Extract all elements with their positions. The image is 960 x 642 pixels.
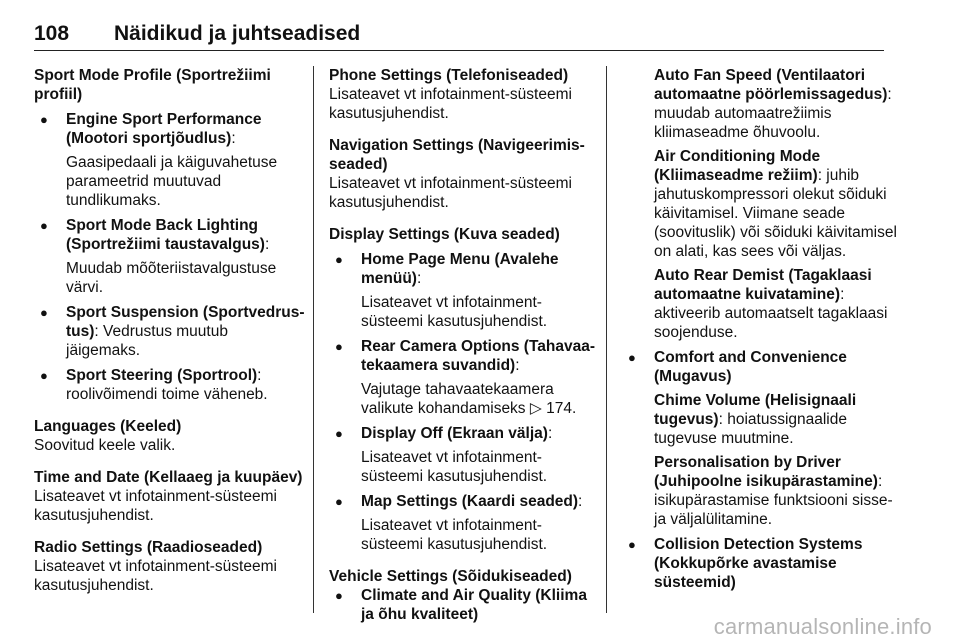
page-number: 108: [34, 22, 70, 45]
item-description: : Vedrustus muutub jäigemaks.: [66, 323, 228, 359]
list-item: [329, 586, 601, 624]
item-separator: :: [515, 357, 520, 374]
section-heading: Navigation Settings (Navigeerimis-seaded): [329, 137, 585, 173]
item-separator: :: [416, 270, 422, 287]
entry-title: Air Conditioning Mode (Kliimaseadme režiim): [654, 148, 821, 184]
column-2: [329, 66, 601, 637]
list-item: [34, 303, 306, 360]
column-divider: [606, 66, 607, 613]
list-item: [34, 110, 306, 210]
entry-text: : juhib jahutuskompressori olekut sõiduki käivitamisel. Viimane seade (soovituslik) või sõiduki käivitamisel on alati, kas sees või väljas.: [654, 167, 897, 260]
section-text: Lisateavet vt infotainment-süsteemi kasutusjuhendist.: [34, 488, 277, 524]
item-title: Sport Steering (Sportrool): [66, 367, 258, 384]
sub-entry: [654, 453, 900, 529]
list-item: [329, 337, 601, 418]
item-description: Lisateavet vt infotainment-süsteemi kasutusjuhendist.: [361, 517, 548, 553]
item-title: Rear Camera Options (Tahavaa-tekaamera suvandid): [361, 338, 596, 374]
sub-entry: [654, 147, 900, 261]
item-title: Map Settings (Kaardi seaded): [361, 493, 579, 510]
column-3: [622, 66, 900, 592]
list-item: [34, 366, 306, 404]
item-description: Lisateavet vt infotainment-süsteemi kasutusjuhendist.: [361, 449, 548, 485]
section-display: [329, 225, 601, 554]
section-languages: [34, 417, 306, 455]
sub-entry: [654, 66, 900, 142]
sub-entry: [654, 391, 900, 448]
watermark: carmanualsonline.info: [713, 614, 932, 639]
section-heading: Display Settings (Kuva seaded): [329, 226, 560, 243]
item-title: Sport Mode Back Lighting (Sportrežiimi taustavalgus): [66, 217, 265, 253]
list-item: [329, 250, 601, 331]
section-phone: [329, 66, 601, 123]
list-item-continued: [622, 66, 900, 342]
column-divider: [313, 66, 314, 613]
sub-entry: [654, 266, 900, 342]
item-description: roolivõimendi toime väheneb.: [66, 386, 268, 403]
list-item: [622, 535, 900, 592]
entry-title: Auto Rear Demist (Tagaklaasi automaatne kuivatamine): [654, 267, 872, 303]
section-text: Lisateavet vt infotainment-süsteemi kasutusjuhendist.: [329, 175, 572, 211]
list-item: [329, 424, 601, 486]
entry-title: Personalisation by Driver (Juhipoolne isikupärastamine): [654, 454, 878, 490]
section-text: Soovitud keele valik.: [34, 437, 176, 454]
item-title: ● Collision Detection Systems (Kokkupõrke avastamise süsteemid): [654, 536, 863, 591]
item-title: Display Off (Ekraan välja): [361, 425, 548, 442]
section-heading: Radio Settings (Raadioseaded): [34, 539, 263, 556]
item-separator: :: [578, 493, 583, 510]
item-title: Engine Sport Performance (Mootori sportjõudlus): [66, 111, 262, 147]
bullet-list: [34, 110, 306, 404]
item-description: Muudab mõõteriistavalgustuse värvi.: [66, 260, 277, 296]
item-title: Sport Suspension (Sportvedrus-tus): [66, 304, 305, 340]
item-separator: :: [264, 236, 270, 253]
section-time-date: [34, 468, 306, 525]
item-title: ● Comfort and Convenience (Mugavus): [654, 349, 847, 385]
item-separator: :: [257, 367, 262, 384]
item-description: Gaasipedaali ja käiguvahetuse parameetrid muutuvad tundlikumaks.: [66, 154, 278, 209]
entry-text: : aktiveerib automaatselt tagaklaasi soojenduse.: [654, 286, 888, 341]
bullet-list: [329, 250, 601, 554]
section-radio: [34, 538, 306, 595]
entry-text: : isikupärastamise funktsiooni sisse- ja väljalülitamine.: [654, 473, 893, 528]
entry-text: : hoiatussignaalide tugevuse muutmine.: [654, 411, 847, 447]
section-text: Lisateavet vt infotainment-süsteemi kasutusjuhendist.: [34, 558, 277, 594]
section-heading: Time and Date (Kellaaeg ja kuupäev): [34, 469, 303, 486]
bullet-list-continued: [622, 66, 900, 592]
item-description: Lisateavet vt infotainment-süsteemi kasutusjuhendist.: [361, 294, 548, 330]
entry-text: : muudab automaatrežiimis kliimaseadme õhuvoolu.: [654, 86, 892, 141]
section-navigation: [329, 136, 601, 212]
item-separator: :: [231, 130, 236, 147]
entry-title: Chime Volume (Helisignaali tugevus): [654, 392, 857, 428]
section-heading: Vehicle Settings (Sõidukiseaded): [329, 568, 572, 585]
item-title: Climate and Air Quality (Kliima ja õhu kvaliteet): [361, 587, 587, 623]
section-heading: Sport Mode Profile (Sportrežiimi profiil): [34, 67, 271, 103]
list-item: [34, 216, 306, 297]
bullet-list: [329, 586, 601, 624]
page-header: [34, 0, 884, 51]
section-sport-mode-profile: [34, 66, 306, 404]
section-vehicle: [329, 567, 601, 624]
section-heading: Phone Settings (Telefoniseaded): [329, 67, 569, 84]
column-1: [34, 66, 306, 608]
section-heading: Languages (Keeled): [34, 418, 182, 435]
item-description: Vajutage tahavaatekaamera valikute kohandamiseks ▷ 174.: [361, 381, 577, 417]
item-separator: :: [547, 425, 553, 442]
list-item: [622, 348, 900, 529]
item-title: Home Page Menu (Avalehe menüü): [361, 251, 559, 287]
chapter-title: Näidikud ja juhtseadised: [114, 22, 361, 45]
entry-title: Auto Fan Speed (Ventilaatori automaatne pöörlemissagedus): [654, 67, 888, 103]
list-item: [329, 492, 601, 554]
section-text: Lisateavet vt infotainment-süsteemi kasutusjuhendist.: [329, 86, 572, 122]
